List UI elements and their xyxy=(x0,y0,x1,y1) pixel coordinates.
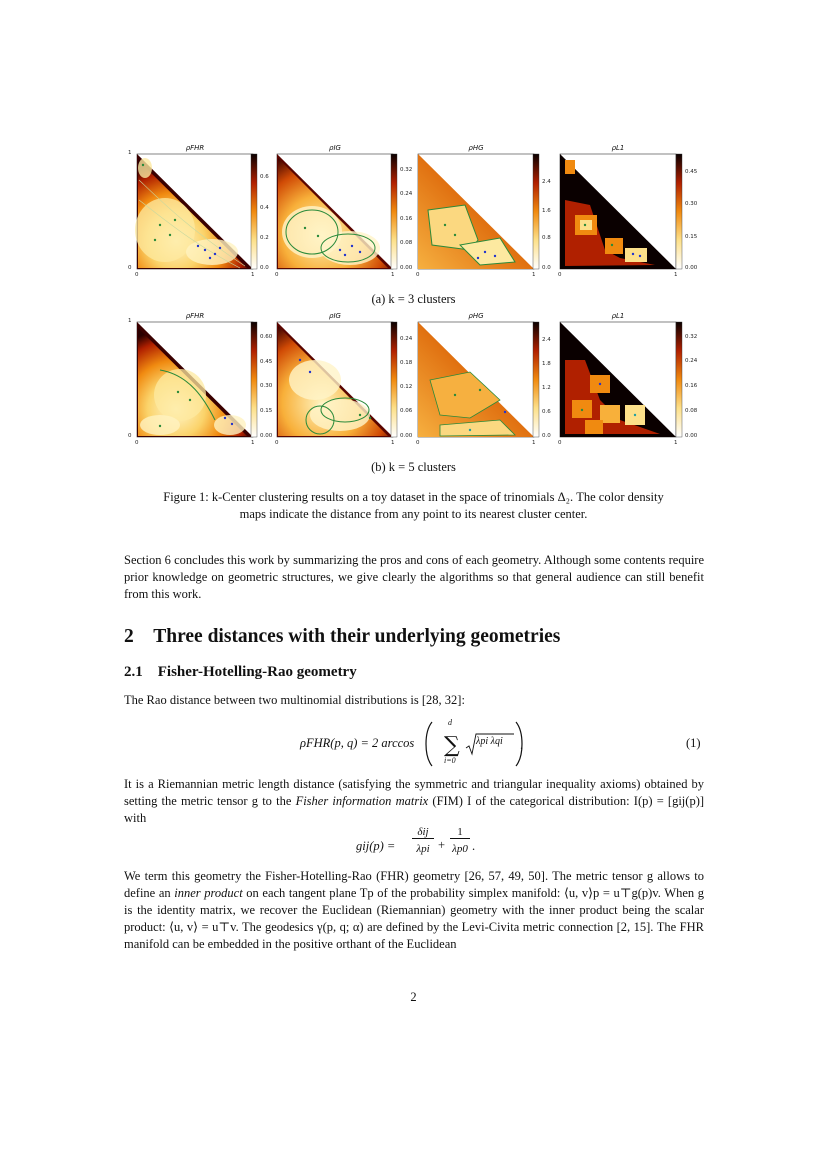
plot-a4 xyxy=(560,154,676,269)
cb-tick: 1.6 xyxy=(542,208,551,214)
eq1-sum-bottom: i=0 xyxy=(444,756,456,765)
eq1-sum-top: d xyxy=(448,718,452,727)
cb-tick: 0.15 xyxy=(685,234,698,240)
cb-tick: 0.4 xyxy=(260,205,269,211)
cb-tick: 0.00 xyxy=(400,433,413,439)
plot-b2-title: ρIG xyxy=(329,312,341,320)
eq2-period: . xyxy=(472,839,476,853)
cb-tick: 0.60 xyxy=(260,334,273,340)
subsection-number: 2.1 xyxy=(124,664,143,680)
subcaption-a: (a) k = 3 clusters xyxy=(371,292,456,306)
cb-tick: 0.16 xyxy=(400,216,413,222)
x-tick-one: 1 xyxy=(674,272,678,278)
cb-tick: 0.08 xyxy=(685,408,698,414)
colorbar-b1 xyxy=(251,322,257,437)
colorbar-a3 xyxy=(533,154,539,269)
eq1-radicand: λpi λqi xyxy=(476,736,503,747)
figure-canvas xyxy=(0,0,827,480)
page-number: 2 xyxy=(410,990,417,1004)
paragraph-rao: The Rao distance between two multinomial distributions is [28, 32]: xyxy=(124,693,465,707)
para-term-text-1: We term this geometry the Fisher-Hotelling-Rao (FHR) geometry [26, 57, 49, 50]. The metric tensor g allows to define an xyxy=(124,869,704,900)
svg-text:∑: ∑ xyxy=(444,733,460,758)
cb-tick: 1.8 xyxy=(542,361,551,367)
equation-2 xyxy=(356,839,395,854)
x-tick-one: 1 xyxy=(532,272,536,278)
cb-tick: 0.00 xyxy=(685,433,698,439)
x-tick-one: 1 xyxy=(251,440,255,446)
cb-tick: 0.15 xyxy=(260,408,273,414)
x-tick-one: 1 xyxy=(391,440,395,446)
eq1-lhs-text: ρFHR(p, q) = 2 arccos xyxy=(300,736,415,750)
plot-b1-title: ρFHR xyxy=(185,312,205,320)
section-number: 2 xyxy=(124,626,134,647)
x-tick-zero: 0 xyxy=(135,272,139,278)
cb-tick: 0.0 xyxy=(542,433,551,439)
cb-tick: 0.8 xyxy=(542,235,551,241)
eq2-plus: + xyxy=(438,838,446,852)
cb-tick: 0.0 xyxy=(542,265,551,271)
cb-tick: 1.2 xyxy=(542,385,551,391)
equation-1-lhs xyxy=(300,736,414,751)
x-tick-zero: 0 xyxy=(416,272,420,278)
paragraph-fhr-geometry xyxy=(124,868,704,953)
cb-tick: 0.00 xyxy=(400,265,413,271)
x-tick-one: 1 xyxy=(391,272,395,278)
y-tick-one: 1 xyxy=(128,150,132,156)
plot-a3-title: ρHG xyxy=(468,144,484,152)
x-tick-zero: 0 xyxy=(416,440,420,446)
cb-tick: 0.30 xyxy=(260,383,273,389)
cb-tick: 0.00 xyxy=(685,265,698,271)
cb-tick: 0.6 xyxy=(260,174,269,180)
section-heading xyxy=(124,626,560,648)
para-term-emphasis: inner product xyxy=(174,886,243,900)
paragraph-riemannian xyxy=(124,776,704,827)
cb-tick: 0.12 xyxy=(400,384,413,390)
cb-tick: 0.30 xyxy=(685,201,698,207)
colorbar-b2 xyxy=(391,322,397,437)
eq2-den1: λpi xyxy=(416,843,430,855)
plot-a2 xyxy=(277,154,393,269)
cb-tick: 0.24 xyxy=(400,191,413,197)
eq2-lhs: gij(p) = xyxy=(356,839,396,853)
para-riemann-emphasis: Fisher information matrix xyxy=(295,794,429,808)
cb-tick: 0.24 xyxy=(400,336,413,342)
x-tick-one: 1 xyxy=(532,440,536,446)
colorbar-b4 xyxy=(676,322,682,437)
eq2-num1: δij xyxy=(412,826,434,839)
subcaption-b: (b) k = 5 clusters xyxy=(371,460,456,474)
para-riemann-text-1: It is a Riemannian metric length distance (satisfying the symmetric and triangular inequality axioms) obtained by setting the metric tensor g to the xyxy=(124,777,704,808)
colorbar-a1 xyxy=(251,154,257,269)
y-tick-one: 1 xyxy=(128,318,132,324)
plot-b3 xyxy=(418,322,534,437)
x-tick-zero: 0 xyxy=(558,272,562,278)
para-term-text-2: on each tangent plane Tp of the probability simplex manifold: ⟨u, v⟩p = u⊤g(p)v. When g is the identity matrix, we recover the Euclidean (Riemannian) geometry with the inner product being the scalar product: ⟨u, v⟩ = u⊤v. The geodesics γ(p, q; α) are defined by the Levi-Civita metric connection [2, 15]. The FHR manifold can be embedded in the positive orthant of the Euclidean xyxy=(124,886,704,951)
x-tick-zero: 0 xyxy=(558,440,562,446)
plot-b2 xyxy=(277,322,393,437)
cb-tick: 0.45 xyxy=(260,359,273,365)
cb-tick: 0.32 xyxy=(685,334,698,340)
section-title: Three distances with their underlying geometries xyxy=(153,626,561,647)
y-tick-zero: 0 xyxy=(128,433,132,439)
cb-tick: 0.6 xyxy=(542,409,551,415)
x-tick-zero: 0 xyxy=(275,440,279,446)
para-riemann-text-2: (FIM) I of the categorical distribution: I(p) = [gij(p)] with xyxy=(124,794,705,825)
x-tick-one: 1 xyxy=(251,272,255,278)
plot-a2-title: ρIG xyxy=(329,144,341,152)
cb-tick: 0.2 xyxy=(260,235,269,241)
figure-caption-line1: Figure 1: k-Center clustering results on a toy dataset in the space of trinomials Δ₂. The color density xyxy=(163,490,664,504)
plot-b4 xyxy=(560,322,676,437)
colorbar-a4 xyxy=(676,154,682,269)
cb-tick: 0.16 xyxy=(685,383,698,389)
plot-b1 xyxy=(137,322,253,437)
eq1-period: . xyxy=(520,738,524,752)
equation-1-body xyxy=(424,718,524,770)
cb-tick: 0.45 xyxy=(685,169,698,175)
cb-tick: 0.00 xyxy=(260,433,273,439)
y-tick-zero: 0 xyxy=(128,265,132,271)
plot-a4-title: ρL1 xyxy=(611,144,625,152)
figure-caption xyxy=(130,489,697,523)
cb-tick: 0.06 xyxy=(400,408,413,414)
cb-tick: 0.32 xyxy=(400,167,413,173)
plot-b4-title: ρL1 xyxy=(611,312,625,320)
plot-a3 xyxy=(418,154,534,269)
paragraph-intro: Section 6 concludes this work by summarizing the pros and cons of each geometry. Although some contents require prior knowledge on geometric structures, we give clearly the algorithms so that general audience can still benefit from this work. xyxy=(124,553,704,601)
plot-b3-title: ρHG xyxy=(468,312,484,320)
subsection-heading xyxy=(124,664,357,681)
eq2-den2: λp0 xyxy=(452,843,468,855)
colorbar-a2 xyxy=(391,154,397,269)
plot-a1 xyxy=(135,154,253,269)
figure-caption-line2: maps indicate the distance from any point to its nearest cluster center. xyxy=(239,507,588,521)
x-tick-one: 1 xyxy=(674,440,678,446)
cb-tick: 0.08 xyxy=(400,240,413,246)
subsection-title: Fisher-Hotelling-Rao geometry xyxy=(157,664,357,680)
x-tick-zero: 0 xyxy=(275,272,279,278)
plot-a1-title: ρFHR xyxy=(185,144,205,152)
cb-tick: 2.4 xyxy=(542,179,551,185)
eq1-label: (1) xyxy=(686,736,701,750)
cb-tick: 0.0 xyxy=(260,265,269,271)
colorbar-b3 xyxy=(533,322,539,437)
cb-tick: 0.18 xyxy=(400,360,413,366)
x-tick-zero: 0 xyxy=(135,440,139,446)
eq2-num2: 1 xyxy=(450,826,470,839)
cb-tick: 2.4 xyxy=(542,337,551,343)
cb-tick: 0.24 xyxy=(685,358,698,364)
